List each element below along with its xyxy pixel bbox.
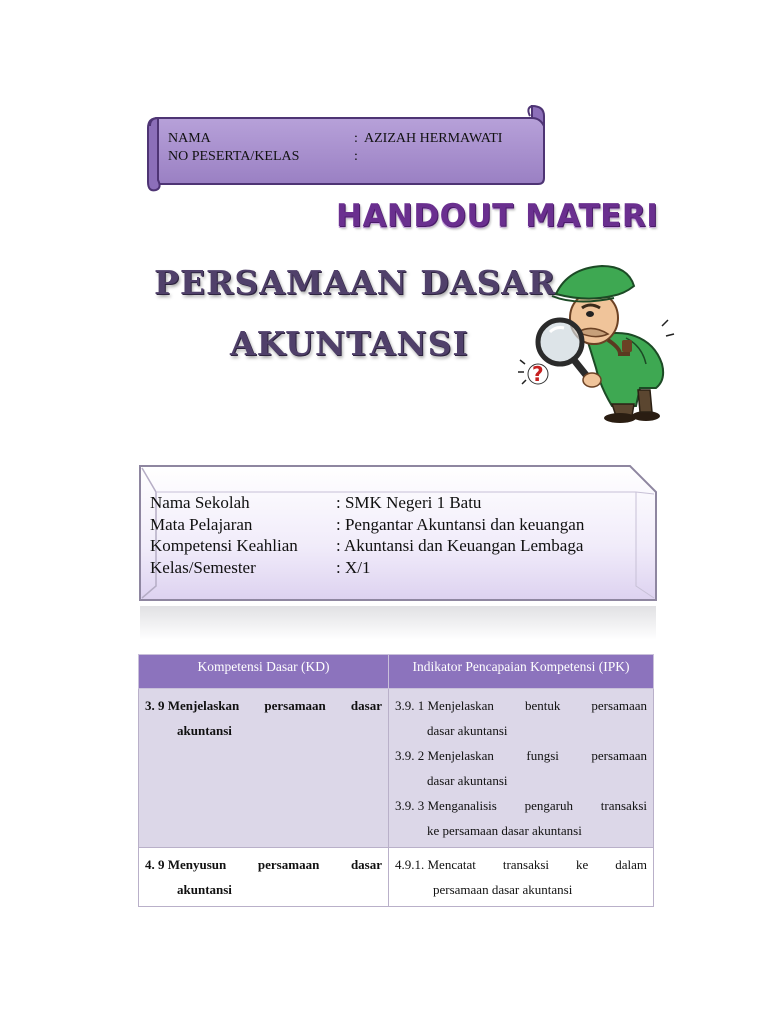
card-reflection: [140, 606, 656, 640]
ipk-cell: [389, 689, 654, 848]
ipk-text-a: Menjelaskan fungsi persamaan: [427, 748, 647, 763]
ipk-text-b: ke persamaan dasar akuntansi: [427, 823, 582, 838]
info-row-class: [150, 557, 584, 579]
student-scroll-banner: [144, 104, 548, 192]
main-title-line-2: AKUNTANSI: [230, 324, 469, 363]
student-class-row: [168, 148, 538, 166]
table-row: [139, 848, 654, 907]
header-kd: Kompetensi Dasar (KD): [139, 655, 389, 689]
school-info-card: [136, 462, 660, 604]
info-label-school: Nama Sekolah: [150, 493, 250, 512]
ipk-number: 4.9.1.: [395, 857, 425, 872]
ipk-line: [395, 743, 647, 768]
main-title-line-1: PERSAMAAN DASAR: [154, 263, 557, 302]
kd-text-b: akuntansi: [177, 882, 232, 897]
kd-text-a: Menyusun persamaan dasar: [167, 857, 382, 872]
question-mark-icon: [518, 360, 548, 386]
kd-cell: [139, 848, 389, 907]
info-value-subject: : Pengantar Akuntansi dan keuangan: [336, 514, 585, 534]
kd-number: 3. 9: [145, 698, 165, 713]
info-row-subject: [150, 514, 584, 536]
ipk-text-b: persamaan dasar akuntansi: [433, 882, 573, 897]
info-label-class: Kelas/Semester: [150, 557, 256, 577]
student-name-label: NAMA: [168, 131, 211, 146]
student-name-sep: :: [354, 131, 358, 146]
handout-title: HANDOUT MATERI: [336, 198, 659, 234]
ipk-cell: [389, 848, 654, 907]
kd-line: [145, 852, 382, 877]
kd-line: [145, 693, 382, 718]
info-row-school: [150, 492, 584, 514]
ipk-text-a: Mencatat transaksi ke dalam: [427, 857, 647, 872]
kd-number: 4. 9: [145, 857, 165, 872]
ipk-text-b: dasar akuntansi: [427, 773, 508, 788]
competency-table: [138, 654, 654, 907]
kd-cell: [139, 689, 389, 848]
table-header-row: [139, 655, 654, 689]
table-row: [139, 689, 654, 848]
info-value-school: : SMK Negeri 1 Batu: [336, 493, 482, 512]
kd-text-b: akuntansi: [177, 723, 232, 738]
ipk-number: 3.9. 1: [395, 698, 425, 713]
info-value-competency: : Akuntansi dan Keuangan Lembaga: [336, 536, 584, 555]
svg-text:?: ?: [532, 362, 544, 386]
student-name-row: [168, 130, 538, 148]
ipk-line: [395, 793, 647, 818]
ipk-number: 3.9. 3: [395, 798, 425, 813]
ipk-number: 3.9. 2: [395, 748, 425, 763]
info-label-competency: Kompetensi Keahlian: [150, 536, 298, 555]
detective-illustration: [516, 256, 676, 424]
ipk-line: [395, 852, 647, 877]
ipk-line: [395, 693, 647, 718]
student-class-label: NO PESERTA/KELAS: [168, 149, 300, 164]
ipk-text-a: Menganalisis pengaruh transaksi: [427, 798, 647, 813]
ipk-text-b: dasar akuntansi: [427, 723, 508, 738]
info-row-competency: [150, 535, 584, 557]
header-ipk: Indikator Pencapaian Kompetensi (IPK): [389, 655, 654, 689]
kd-text-a: Menjelaskan persamaan dasar: [167, 698, 382, 713]
student-class-sep: :: [354, 149, 358, 164]
student-name-value: AZIZAH HERMAWATI: [364, 131, 503, 146]
ipk-text-a: Menjelaskan bentuk persamaan: [427, 698, 647, 713]
info-label-subject: Mata Pelajaran: [150, 514, 253, 534]
info-value-class: : X/1: [336, 557, 371, 577]
